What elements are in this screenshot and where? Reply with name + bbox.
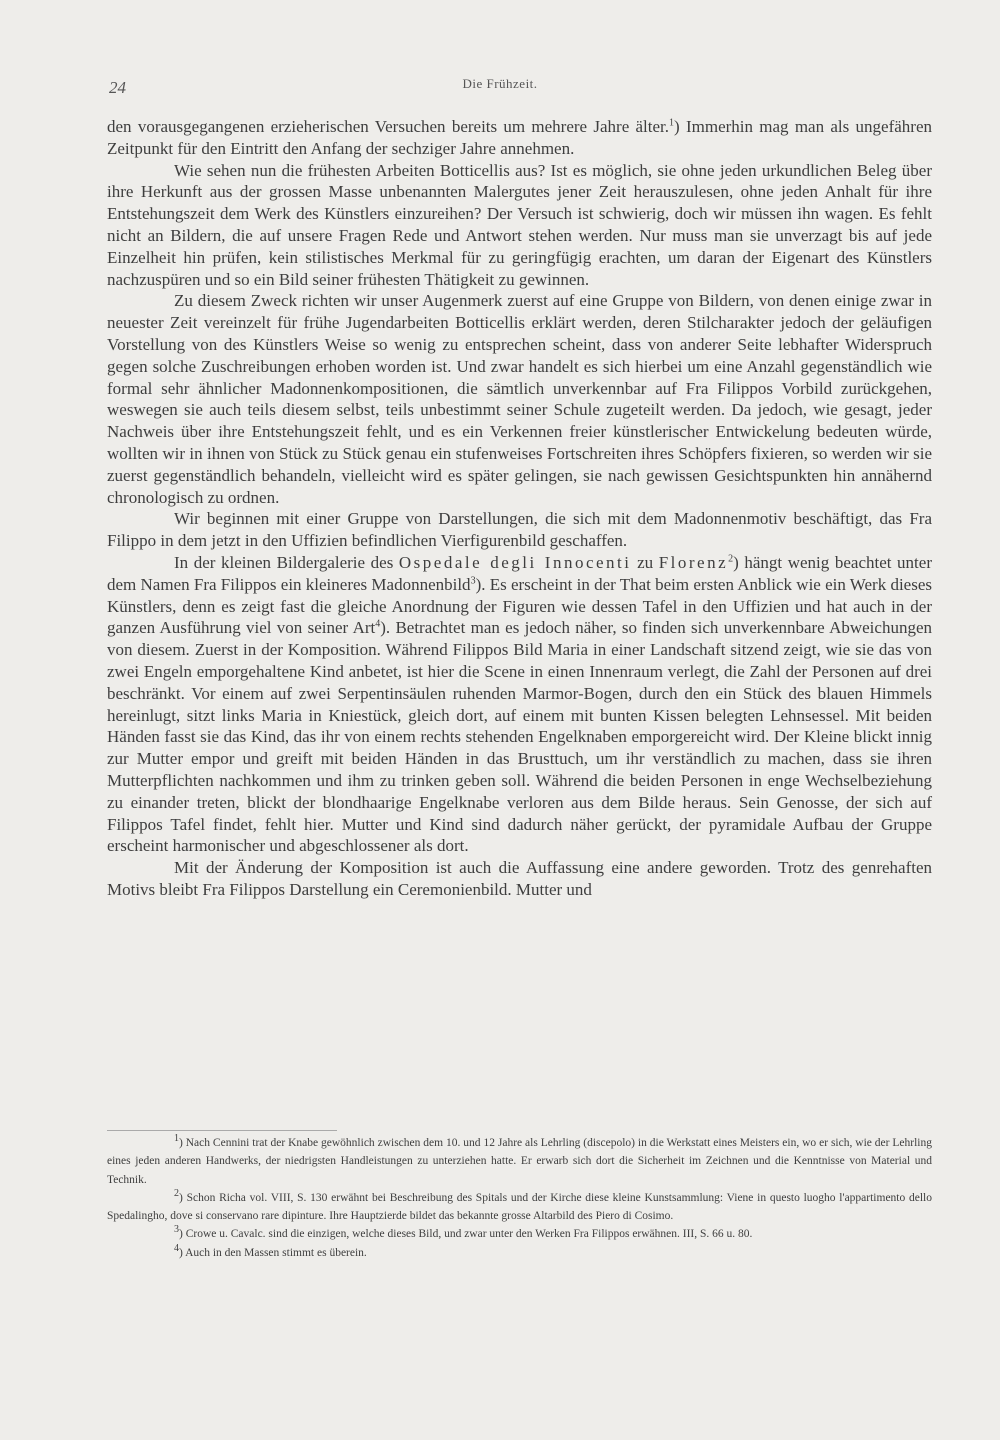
text-run: In der kleinen Bildergalerie des: [174, 552, 399, 572]
paragraph-6: Mit der Änderung der Komposition ist auch die Auffassung eine andere geworden. Trotz des genrehaften Motivs bleibt Fra Filippos Darstellung ein Ceremonienbild. Mutter und: [107, 858, 932, 899]
footnote-2: [107, 1189, 932, 1226]
text-run: ) Immerhin mag man als ungefähren Zeitpunkt für den Eintritt den Anfang der sechziger Jahre annehmen.: [107, 117, 932, 158]
footnote-1: [107, 1134, 932, 1189]
footnote-mark: 2: [174, 1188, 179, 1200]
page-number: 24: [109, 78, 126, 97]
footnote-3: [107, 1225, 932, 1243]
footnote-text: ) Schon Richa vol. VIII, S. 130 erwähnt bei Beschreibung des Spitals und der Kirche diese kleine Kunstsammlung: Viene in questo luogho l'appartimento dello Spedalingho, dove si conservano rare dipinture. Ihre Hauptzierde bildet das bekannte grosse Altarbild des Piero di Cosimo.: [107, 1191, 932, 1223]
footnote-ref-1: 1: [669, 117, 675, 129]
footnotes: [107, 1134, 932, 1262]
text-run: ). Es erscheint in der That beim ersten Anblick wie ein Werk dieses Künstlers, denn es zeigt fast die gleiche Anordnung der Figuren wie dessen Tafel in den Uffizien und hat auch in der ganzen Ausführung viel von seiner Art: [107, 574, 932, 638]
text-run: den vorausgegangenen erzieherischen Versuchen bereits um mehrere Jahre älter.: [107, 117, 670, 136]
paragraph-1: [107, 116, 932, 160]
footnote-text: ) Auch in den Massen stimmt es überein.: [179, 1246, 367, 1259]
footnote-text: ) Nach Cennini trat der Knabe gewöhnlich zwischen dem 10. und 12 Jahre als Lehrling (discepolo) in die Werkstatt eines Meisters ein, wo er sich, wie der Lehrling eines jeden anderen Handwerks, der niedrigsten Handleistungen zu unterziehen hatte. Er erwarb sich dort die Sicherheit im Zeichnen und die Kenntnisse von Material und Technik.: [107, 1137, 932, 1186]
footnote-rule: [107, 1130, 337, 1131]
footnote-ref-3: 3: [470, 575, 476, 587]
page-header: [0, 74, 1000, 98]
paragraph-2: Wie sehen nun die frühesten Arbeiten Botticellis aus? Ist es möglich, sie ohne jeden urkundlichen Beleg über ihre Herkunft aus der grossen Masse unbenannten Malergutes jener Zeit herauszulesen, ohne jeden Anhalt für ihre Entstehungszeit dem Werk des Künstlers einzureihen? Der Versuch ist schwierig, doch wir müssen ihn wagen. Es fehlt nicht an Bildern, die auf unsere Fragen Rede und Antwort stehen werden. Nur muss man sie unverzagt bis auf jede Einzelheit hin prüfen, kein stilistisches Merkmal für zu geringfügig erachten, um daran der Eigenart des Künstlers nachzuspüren und so ein Bild seiner frühesten Thätigkeit zu gewinnen.: [107, 160, 932, 289]
footnote-mark: 1: [174, 1133, 179, 1145]
footnote-text: ) Crowe u. Cavalc. sind die einzigen, welche dieses Bild, und zwar unter den Werken Fra Filippos erwähnen. III, S. 66 u. 80.: [179, 1228, 753, 1241]
footnote-ref-4: 4: [375, 618, 381, 630]
body-text: [107, 116, 932, 901]
footnote-mark: 4: [174, 1242, 179, 1254]
text-run: zu: [631, 552, 659, 572]
paragraph-4: Wir beginnen mit einer Gruppe von Darstellungen, die sich mit dem Madonnenmotiv beschäftigt, das Fra Filippo in dem jetzt in den Uffizien befindlichen Vierfigurenbild geschaffen.: [107, 509, 932, 551]
spaced-place-name: Florenz: [658, 552, 729, 572]
footnote-mark: 3: [174, 1224, 179, 1236]
footnote-ref-2: 2: [728, 553, 734, 565]
paragraph-3: Zu diesem Zweck richten wir unser Augenmerk zuerst auf eine Gruppe von Bildern, von denen einige zwar in neuester Zeit vereinzelt für frühe Jugendarbeiten Botticellis erklärt werden, deren Stilcharakter jedoch der geläufigen Vorstellung von des Künstlers Weise so wenig zu entsprechen scheint, dass von anderer Seite lebhafter Widerspruch gegen solche Zuschreibungen erhoben worden ist. Und zwar handelt es sich hierbei um eine Anzahl gegenständlich wie formal sehr ähnlicher Madonnenkompositionen, die sämtlich unverkennbar auf Fra Filippos Vorbild zurückgehen, weswegen sie auch teils diesem selbst, teils unbestimmt seiner Schule zugeteilt werden. Da jedoch, wie gesagt, jeder Nachweis über ihre Entstehungszeit fehlt, und es ein Verkennen freier künstlerischer Entwickelung bedeuten würde, wollten wir in ihnen von Stück zu Stück genau ein stufenweises Fortschreiten ihres Schöpfers fixieren, so werden wir sie zuerst gegenständlich behandeln, vielleicht wird es später gelingen, sie nach gewissen Gesichtspunkten hin annähernd chronologisch zu ordnen.: [107, 291, 932, 507]
text-run: ). Betrachtet man es jedoch näher, so finden sich unverkennbare Abweichungen von diesem. Zuerst in der Komposition. Während Filippos Bild Maria in einer Landschaft sitzend zeigt, wie sie das von zwei Engeln emporgehaltene Kind anbetet, ist hier die Scene in einen Innenraum verlegt, die Zahl der Personen auf drei beschränkt. Vor einem auf zwei Serpentinsäulen ruhenden Marmor-Bogen, durch den ein Stück des blauen Himmels hereinlugt, sitzt links Maria in Kniestück, gleich dort, auf einem mit bunten Kissen belegten Lehnsessel. Mit beiden Händen fasst sie das Kind, das ihr von einem rechts stehenden Engelknaben emporgereicht wird. Der Kleine blickt innig zur Mutter empor und greift mit beiden Händen in das Brusttuch, um ihr verständlich zu machen, dass sie ihren Mutterpflichten nachkommen und ihm zu trinken geben soll. Während die beiden Personen in enge Wechselbeziehung zu einander treten, blickt der blondhaarige Engelknabe verloren aus dem Bilde heraus. Sein Genosse, der sich auf Filippos Tafel findet, fehlt hier. Mutter und Kind sind dadurch näher gerückt, der pyramidale Aufbau der Gruppe erscheint harmonischer und abgeschlossener als dort.: [107, 618, 932, 856]
footnote-4: [107, 1244, 932, 1262]
spaced-place-name: Ospedale degli Innocenti: [398, 552, 632, 572]
running-head: Die Frühzeit.: [462, 76, 538, 91]
paragraph-5: [107, 552, 932, 857]
text-run: ) hängt wenig beachtet unter dem Namen Fra Filippos ein kleineres Madonnenbild: [107, 552, 932, 594]
